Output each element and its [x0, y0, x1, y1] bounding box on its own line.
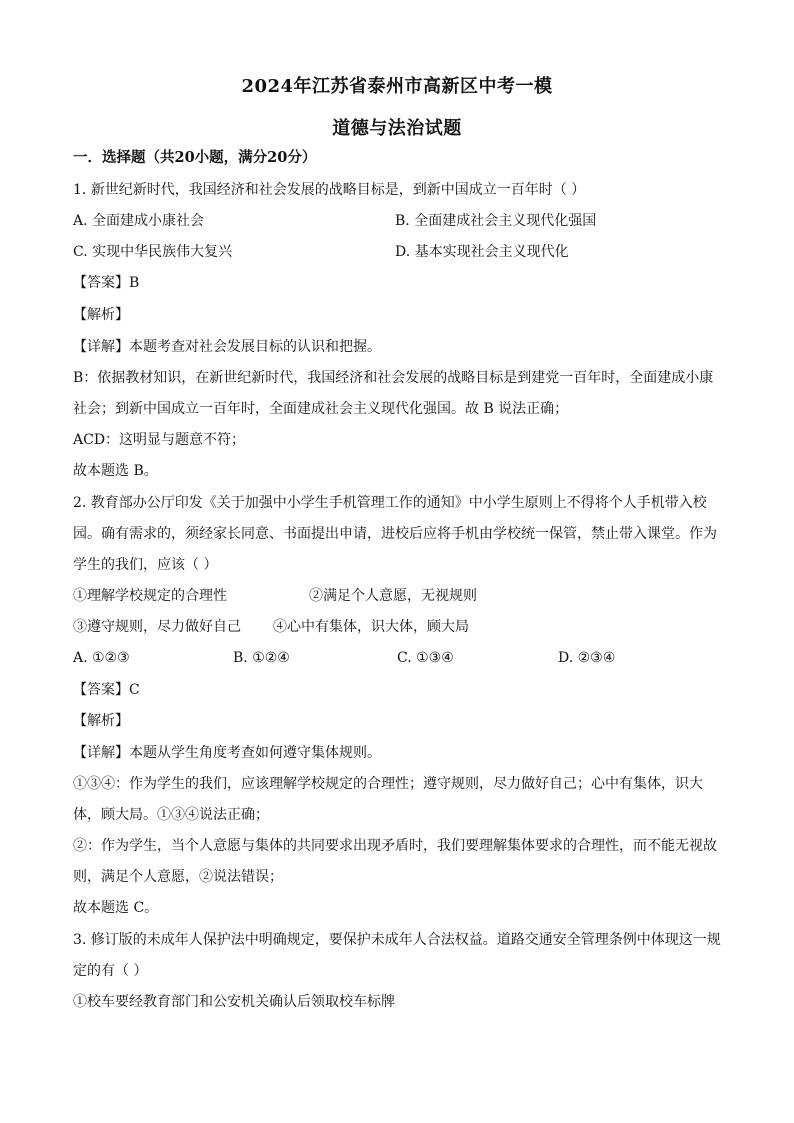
question-3-stem-line: 定的有（ ） — [73, 963, 148, 979]
option-b: B. 全面建成社会主义现代化强国 — [395, 213, 597, 229]
document-subtitle: 道德与法治试题 — [332, 118, 462, 139]
statement-2: ②满足个人意愿，无视规则 — [309, 588, 477, 604]
question-3-statement-1: ①校车要经教育部门和公安机关确认后领取校车标牌 — [73, 994, 395, 1010]
question-2-answer: 【答案】C — [73, 682, 140, 698]
document-title: 2024年江苏省泰州市高新区中考一模 — [241, 76, 553, 97]
statement-3: ③遵守规则，尽力做好自己 — [73, 619, 241, 635]
question-1-body-line: B：依据教材知识，在新世纪新时代，我国经济和社会发展的战略目标是到建党一百年时，全面建成小康 — [73, 370, 714, 386]
question-2-body-line: ②：作为学生，当个人意愿与集体的共同要求出现矛盾时，我们要理解集体要求的合理性，而不能无视故 — [73, 838, 717, 854]
option-d: D. 基本实现社会主义现代化 — [395, 244, 569, 260]
question-2-stem-line: 2. 教育部办公厅印发《关于加强中小学生手机管理工作的通知》中小学生原则上不得将个人手机带入校 — [73, 495, 707, 511]
option-b: B. ①②④ — [233, 650, 290, 666]
question-1-body-line: ACD：这明显与题意不符； — [73, 432, 246, 448]
section-heading: 一．选择题（共20小题，满分20分） — [73, 149, 317, 166]
question-2-stem-line: 学生的我们，应该（ ） — [73, 557, 218, 573]
option-a: A. ①②③ — [73, 650, 130, 666]
statement-4: ④心中有集体，识大体，顾大局 — [273, 619, 469, 635]
question-1-answer: 【答案】B — [73, 275, 140, 291]
question-2-body-line: 故本题选 C。 — [73, 900, 159, 916]
question-1-stem: 1. 新世纪新时代，我国经济和社会发展的战略目标是，到新中国成立一百年时（ ） — [73, 182, 586, 198]
question-1-body-line: 故本题选 B。 — [73, 463, 158, 479]
question-2-detail: 【详解】本题从学生角度考查如何遵守集体规则。 — [73, 745, 381, 761]
question-2-body-line: 则，满足个人意愿，②说法错误； — [73, 869, 283, 885]
question-2-analysis: 【解析】 — [73, 713, 129, 729]
option-a: A. 全面建成小康社会 — [73, 213, 205, 229]
question-1-body-line: 社会；到新中国成立一百年时，全面建成社会主义现代化强国。故 B 说法正确； — [73, 401, 569, 417]
question-3-stem-line: 3. 修订版的未成年人保护法中明确规定，要保护未成年人合法权益。道路交通安全管理条例中体现这一规 — [73, 932, 721, 948]
question-2-body-line: ①③④：作为学生的我们，应该理解学校规定的合理性；遵守规则，尽力做好自己；心中有集体，识大 — [73, 776, 703, 792]
statement-1: ①理解学校规定的合理性 — [73, 588, 227, 604]
question-2-body-line: 体，顾大局。①③④说法正确； — [73, 807, 269, 823]
question-2-stem-line: 园。确有需求的，须经家长同意、书面提出申请，进校后应将手机由学校统一保管，禁止带入课堂。作为 — [73, 526, 717, 542]
option-d: D. ②③④ — [558, 650, 616, 666]
question-1-detail: 【详解】本题考查对社会发展目标的认识和把握。 — [73, 339, 381, 355]
option-c: C. 实现中华民族伟大复兴 — [73, 244, 233, 260]
question-1-analysis: 【解析】 — [73, 307, 129, 323]
option-c: C. ①③④ — [397, 650, 454, 666]
